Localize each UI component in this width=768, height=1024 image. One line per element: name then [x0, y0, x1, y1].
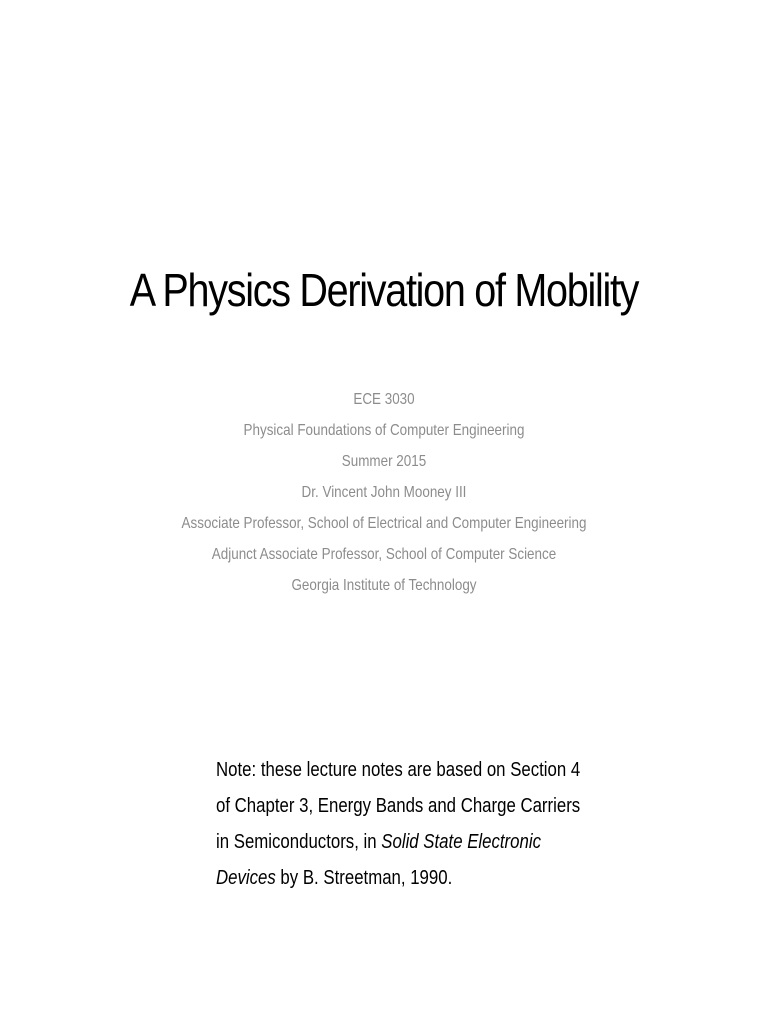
note-text: by B. Streetman, 1990.: [275, 867, 453, 889]
course-name: Physical Foundations of Computer Engineering: [243, 422, 525, 439]
note-text: in Semiconductors, in: [216, 831, 382, 853]
book-title-part: Solid State Electronic: [381, 831, 541, 853]
institution: Georgia Institute of Technology: [291, 577, 477, 594]
slide-title: A Physics Derivation of Mobility: [129, 264, 639, 316]
term: Summer 2015: [341, 453, 427, 470]
instructor-title: Associate Professor, School of Electrical and Computer Engineering: [181, 515, 587, 532]
note-line: [216, 824, 569, 860]
slide-subtitle: [0, 384, 768, 601]
note-line: of Chapter 3, Energy Bands and Charge Carriers: [216, 795, 581, 817]
book-title-part: Devices: [216, 867, 276, 889]
note-line: [216, 860, 569, 896]
note-line: Note: these lecture notes are based on Section 4: [216, 759, 581, 781]
instructor-name: Dr. Vincent John Mooney III: [301, 484, 467, 501]
source-note: [216, 752, 636, 896]
course-code: ECE 3030: [353, 391, 415, 408]
instructor-adjunct-title: Adjunct Associate Professor, School of Computer Science: [211, 546, 557, 563]
